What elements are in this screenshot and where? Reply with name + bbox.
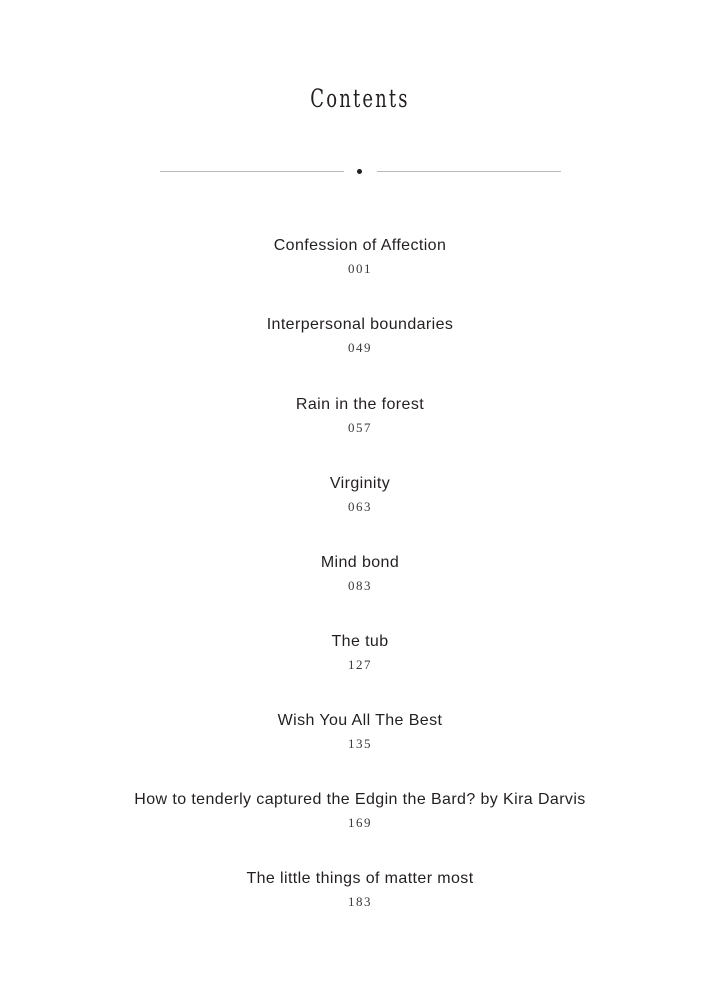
toc-entry[interactable] xyxy=(0,711,720,751)
toc-entry-page-number: 135 xyxy=(348,736,372,751)
toc-entry[interactable] xyxy=(0,790,720,830)
toc-entry[interactable] xyxy=(0,236,720,276)
toc-entry-title: Wish You All The Best xyxy=(277,712,443,729)
toc-entry[interactable] xyxy=(0,869,720,909)
toc-entry-title: Virginity xyxy=(329,475,391,492)
toc-entry-title: Rain in the forest xyxy=(295,396,425,413)
toc-entry[interactable] xyxy=(0,315,720,355)
toc-entry-page-number: 169 xyxy=(348,815,372,830)
divider-left xyxy=(160,171,344,172)
toc-entry-page-number: 057 xyxy=(348,420,372,435)
toc-entry[interactable] xyxy=(0,395,720,435)
toc-entry-page-number: 127 xyxy=(348,657,372,672)
toc-entry-page-number: 183 xyxy=(348,894,372,909)
page-title: Contents xyxy=(310,84,410,113)
toc-entry-title: How to tenderly captured the Edgin the Bard? by Kira Darvis xyxy=(134,791,586,808)
toc-entry[interactable] xyxy=(0,474,720,514)
toc-entry-title: The little things of matter most xyxy=(246,870,474,887)
toc-entry-title: The tub xyxy=(331,633,389,650)
toc-entry-title: Interpersonal boundaries xyxy=(266,316,454,333)
divider-right xyxy=(377,171,561,172)
toc-entry-page-number: 063 xyxy=(348,499,372,514)
toc-entry-title: Mind bond xyxy=(320,554,400,571)
toc-entry-page-number: 001 xyxy=(348,261,372,276)
toc-entry-title: Confession of Affection xyxy=(273,237,447,254)
toc-entry-page-number: 049 xyxy=(348,340,372,355)
ornament-dot-icon xyxy=(357,169,362,174)
toc-entry[interactable] xyxy=(0,553,720,593)
toc-entry-page-number: 083 xyxy=(348,578,372,593)
toc-entry[interactable] xyxy=(0,632,720,672)
